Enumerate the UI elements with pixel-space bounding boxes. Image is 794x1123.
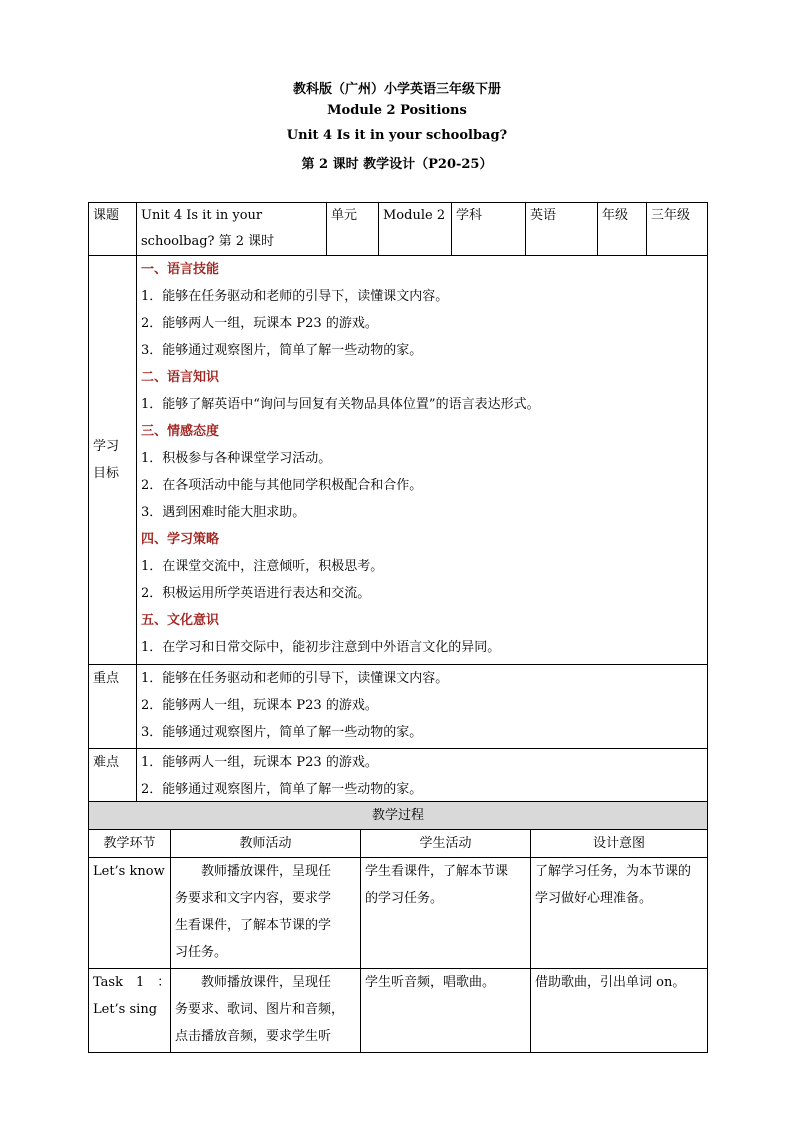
process-row [89,969,708,1053]
objective-item: 1．在课堂交流中，注意倾听，积极思考。 [141,559,384,574]
section-title: 三、情感态度 [141,424,220,439]
section-title: 五、文化意识 [141,613,220,628]
unit-value: Module 2 [379,203,452,256]
objective-item: 2．能够两人一组，玩课本 P23 的游戏。 [141,316,378,331]
column-header: 教学环节 [89,830,171,858]
lesson-info-table [88,202,708,806]
topic-value-line2: schoolbag? 第 2 课时 [141,234,275,249]
teacher-line: 务要求、歌词、图片和音频， [175,1002,345,1017]
stage-cell [89,969,171,1053]
objectives-content [137,256,708,665]
column-header: 学生活动 [361,830,531,858]
key-point-item: 2．能够两人一组，玩课本 P23 的游戏。 [141,698,378,713]
teacher-line: 教师播放课件，呈现任 [201,975,332,990]
unit-title: Unit 4 Is it in your schoolbag? [286,128,508,143]
objective-item: 3．遇到困难时能大胆求助。 [141,505,306,520]
stage-line: Let’s sing [93,1002,158,1017]
teacher-cell [171,969,361,1053]
objective-item: 1．能够了解英语中“询问与回复有关物品具体位置”的语言表达形式。 [141,397,540,412]
teacher-line: 教师播放课件，呈现任 [201,864,332,879]
purpose-line: 了解学习任务，为本节课的 [535,864,692,879]
teaching-process-table [88,801,708,1053]
objectives-row [89,256,708,665]
grade-value: 三年级 [647,203,708,256]
difficulties-content [137,749,708,806]
grade-label: 年级 [598,203,647,256]
student-line: 学生看课件，了解本节课 [365,864,509,879]
stage-cell [89,858,171,969]
objective-item: 2．积极运用所学英语进行表达和交流。 [141,586,371,601]
objective-item: 2．在各项活动中能与其他同学积极配合和合作。 [141,478,423,493]
section-title: 二、语言知识 [141,370,220,385]
module-title: Module 2 Positions [327,103,467,118]
unit-label: 单元 [327,203,379,256]
process-row [89,858,708,969]
process-header-row [89,830,708,858]
purpose-cell [531,969,708,1053]
teacher-line: 生看课件，了解本节课的学 [175,918,332,933]
teacher-line: 点击播放音频，要求学生听 [175,1029,332,1044]
student-cell [361,969,531,1053]
student-line: 的学习任务。 [365,891,444,906]
difficulty-item: 2．能够通过观察图片，简单了解一些动物的家。 [141,782,423,797]
objectives-label [89,256,137,665]
key-point-item: 3．能够通过观察图片，简单了解一些动物的家。 [141,725,423,740]
stage-line: Task 1 ： [93,975,171,990]
purpose-line: 学习做好心理准备。 [535,891,653,906]
topic-value-line1: Unit 4 Is it in your [141,208,263,223]
subject-value: 英语 [526,203,598,256]
section-title: 四、学习策略 [141,532,220,547]
purpose-line: 借助歌曲，引出单词 on。 [535,975,686,990]
process-title-row [89,802,708,830]
difficulty-item: 1．能够两人一组，玩课本 P23 的游戏。 [141,755,378,770]
doc-title: 教科版（广州）小学英语三年级下册 [292,82,501,97]
stage-line: Let’s know [93,864,165,879]
key-point-item: 1．能够在任务驱动和老师的引导下，读懂课文内容。 [141,671,449,686]
teacher-line: 务要求和文字内容，要求学 [175,891,332,906]
difficulties-row [89,749,708,806]
process-title: 教学过程 [89,802,708,830]
column-header: 教师活动 [171,830,361,858]
objectives-label-line1: 学习 [93,439,120,454]
subject-label: 学科 [452,203,526,256]
topic-label: 课题 [89,203,137,256]
objective-item: 3．能够通过观察图片，简单了解一些动物的家。 [141,343,423,358]
purpose-cell [531,858,708,969]
column-header: 设计意图 [531,830,708,858]
objective-item: 1．能够在任务驱动和老师的引导下，读懂课文内容。 [141,289,449,304]
objective-item: 1．积极参与各种课堂学习活动。 [141,451,332,466]
teacher-line: 习任务。 [175,945,228,960]
key-points-content [137,665,708,749]
info-row [89,203,708,256]
lesson-title: 第 2 课时 教学设计（P20-25） [301,157,493,172]
topic-value [137,203,327,256]
section-title: 一、语言技能 [141,262,220,277]
objectives-label-line2: 目标 [93,466,120,481]
student-line: 学生听音频，唱歌曲。 [365,975,496,990]
objective-item: 1．在学习和日常交际中，能初步注意到中外语言文化的异同。 [141,640,501,655]
key-points-row [89,665,708,749]
difficulties-label: 难点 [89,749,137,806]
student-cell [361,858,531,969]
key-points-label: 重点 [89,665,137,749]
teacher-cell [171,858,361,969]
